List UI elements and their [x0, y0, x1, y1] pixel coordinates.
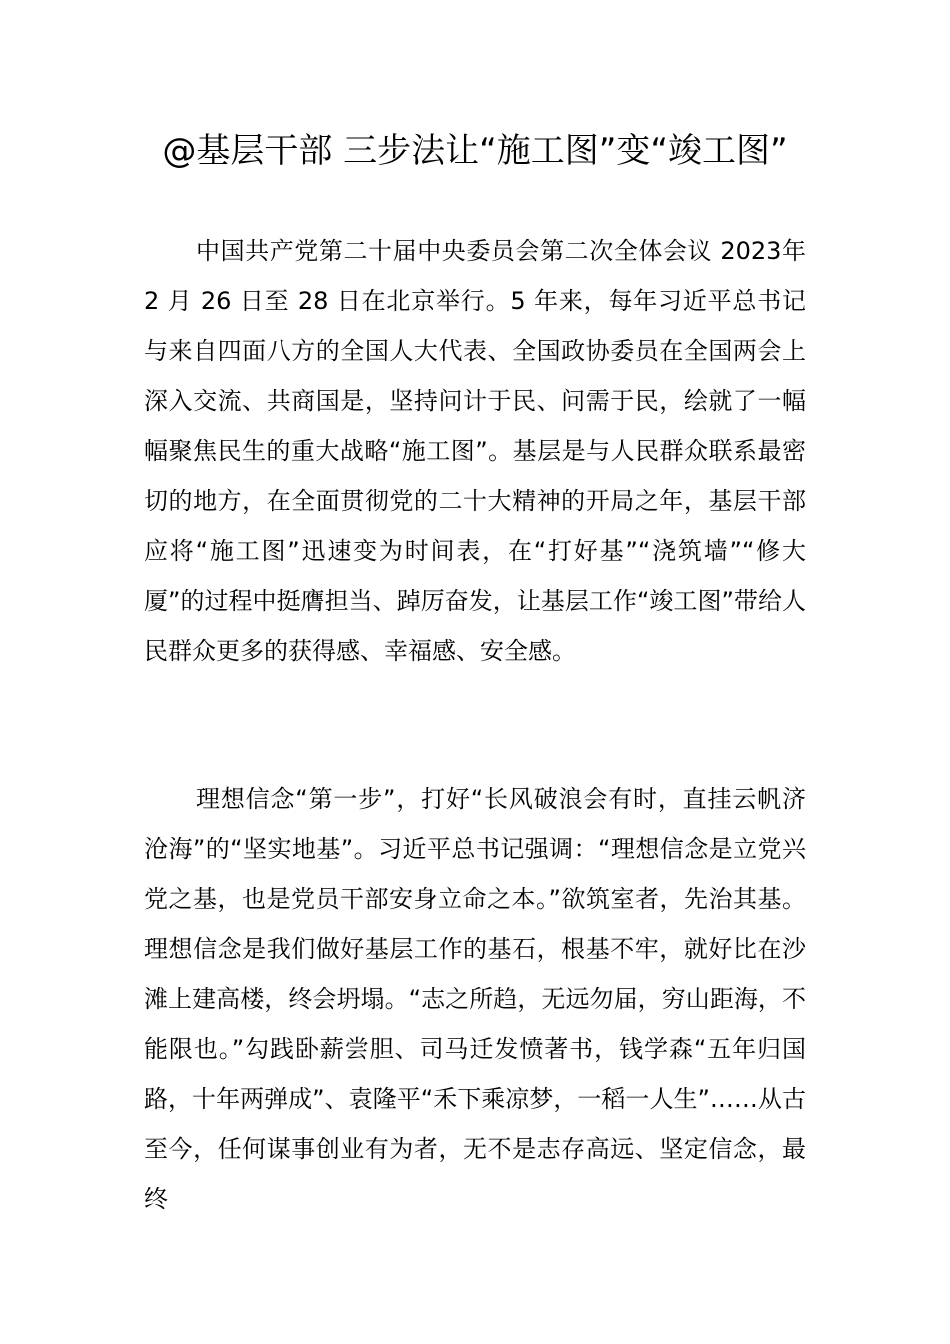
- paragraph-ideals-first-step: 理想信念“第一步”，打好“长风破浪会有时，直挂云帆济沧海”的“坚实地基”。习近平总书记强调：“理想信念是立党兴党之基，也是党员干部安身立命之本。”欲筑室者，先治其基。理想信念是我们做好基层工作的基石，根基不牢，就好比在沙滩上建高楼，终会坍塌。“志之所趋，无远勿届，穷山距海，不能限也。”勾践卧薪尝胆、司马迁发愤著书，钱学森“五年归国路，十年两弹成”、袁隆平“禾下乘凉梦，一稻一人生”……从古至今，任何谋事创业有为者，无不是志存高远、坚定信念，最终: [144, 785, 806, 1213]
- paragraph-intro: 中国共产党第二十届中央委员会第二次全体会议 2023年 2 月 26 日至 28 日在北京举行。5 年来，每年习近平总书记与来自四面八方的全国人大代表、全国政协委员在全国两会上深入交流、共商国是，坚持问计于民、问需于民，绘就了一幅幅聚焦民生的重大战略“施工图”。基层是与人民群众联系最密切的地方，在全面贯彻党的二十大精神的开局之年，基层干部应将“施工图”迅速变为时间表，在“打好基”“浇筑墙”“修大厦”的过程中挺膺担当、踔厉奋发，让基层工作“竣工图”带给人民群众更多的获得感、幸福感、安全感。: [144, 237, 806, 665]
- document-title: @基层干部 三步法让“施工图”变“竣工图”: [162, 131, 788, 171]
